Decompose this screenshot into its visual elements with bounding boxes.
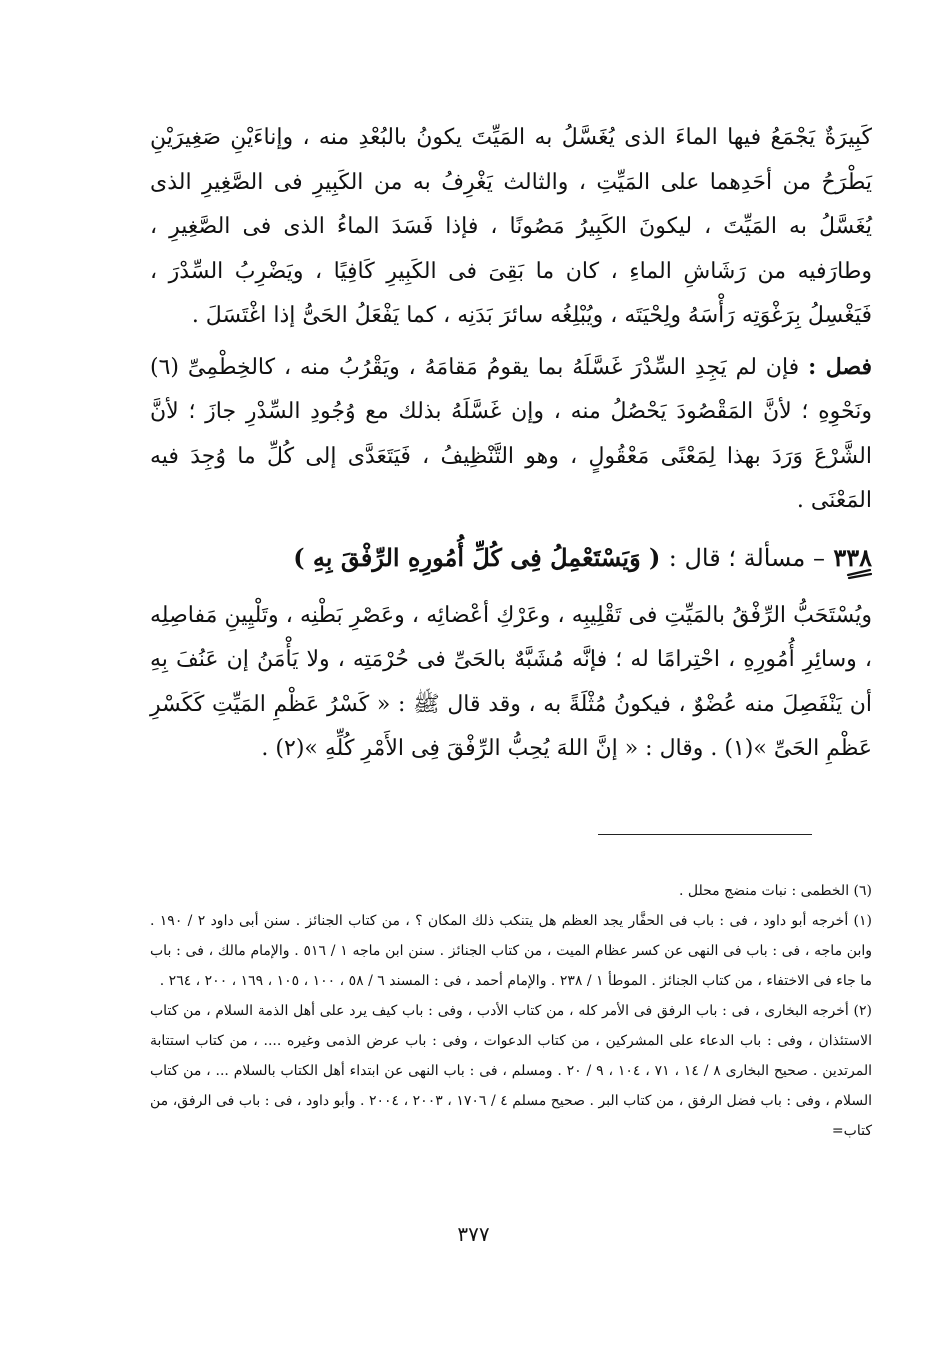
body-paragraph-2 [150, 345, 872, 524]
footnote-2: (٢) أخرجه البخارى ، فى : باب الرفق فى الأمر كله ، من كتاب الأدب ، وفى : باب كيف يرد على أهل الذمة السلام ، من كتاب الاستئذان ، وفى : باب الدعاء على المشركين ، من كتاب الدعوات ، وفى : باب عرض الذمى وغيره .... ، من كتاب استتابة المرتدين . صحيح البخارى ٨ / ١٤ ، ٧١ ، ١٠٤ ، ٩ / ٢٠ . ومسلم ، فى : باب النهى عن ابتداء أهل الكتاب بالسلام ... ، من كتاب السلام ، وفى : باب فضل الرفق ، من كتاب البر . صحيح مسلم ٤ / ١٧٠٦ ، ٢٠٠٣ ، ٢٠٠٤ . وأبو داود ، فى : باب فى الرفق، من كتاب= [150, 1003, 873, 1139]
fasl-text: فإن لم يَجِدِ السِّدْرَ غَسَّلَهُ بما يقومُ مَقامَهُ ، ويَقْرُبُ منه ، كالخِطْمِىِّ (٦) ونَحْوِهِ ؛ لأنَّ المَقْصُودَ يَحْصُلُ منه ، وإن غَسَّلَهُ بذلك مع وُجُودِ السِّدْرِ جازَ ؛ لأنَّ الشَّرْعَ وَرَدَ بهذا لِمَعْنًى مَعْقُولٍ ، وهو التَّنْظِيفُ ، فَيَتَعَدَّى إلى كُلِّ ما وُجِدَ فيه المَعْنَى . [150, 354, 872, 513]
body-paragraph-3: ويُسْتَحَبُّ الرِّفْقُ بالمَيِّتِ فى تَقْلِيبِه ، وعَرْكِ أعْضائِه ، وعَصْرِ بَطْنِه ، وتَلْيِينِ مَفاصِلِه ، وسائِرِ أُمُورِهِ ، احْتِرامًا له ؛ فإنَّه مُشَبَّهٌ بالحَىِّ فى حُرْمَتِه ، ولا يَأْمَنُ إن عَنُفَ بِهِ أن يَنْفَصِلَ منه عُضْوٌ ، فيكونُ مُثْلَةً به ، وقد قال ﷺ : « كَسْرُ عَظْمِ المَيِّتِ كَكَسْرِ عَظْمِ الحَىِّ »(١) . وقال : « إنَّ اللهَ يُحِبُّ الرِّفْقَ فِى الأَمْرِ كُلِّهِ »(٢) . [150, 602, 872, 761]
body-paragraph-1: كَبِيرَةٌ يَجْمَعُ فيها الماءَ الذى يُغَسَّلُ به المَيِّتَ يكونُ بالبُعْدِ منه ، وإناءَيْنِ صَغِيرَيْنِ يَطْرَحُ من أحَدِهما على المَيِّتِ ، والثالث يَغْرِفُ به من الكَبِيرِ فى الصَّغِيرِ الذى يُغَسَّلُ به المَيِّتَ ، ليكونَ الكَبِيرُ مَصُونًا ، فإذا فَسَدَ الماءُ الذى فى الصَّغِيرِ ، وطارَفيه من رَشَاشِ الماءِ ، كان ما بَقِىَ فى الكَبِيرِ كَافِيًا ، ويَضْرِبُ السِّدْرَ ، فَيَغْسِلُ بِرَغْوَتِه رَأْسَهُ ولِحْيَتَه ، ويُبْلِغُه سائرَ بَدَنِه ، كما يَفْعَلُ الحَىُّ إذا اغْتَسَلَ . [150, 125, 872, 328]
margin-mark-icon [846, 566, 872, 580]
issue-number: ٣٣٨ [833, 542, 872, 572]
issue-heading [150, 536, 872, 580]
issue-intro: – مسألة ؛ قال : [668, 543, 825, 572]
page-number: ٣٧٧ [457, 1222, 490, 1246]
footnotes [150, 876, 872, 1146]
issue-quote: ( وَيَسْتَعْمِلُ فِى كُلِّ أُمُورِهِ الرِّفْقَ بِهِ ) [293, 542, 661, 572]
main-text [150, 116, 872, 772]
footnote-separator [598, 834, 812, 835]
fasl-label: فصل : [808, 353, 873, 380]
footnote-6: (٦) الخطمى : نبات منضج محلل . [678, 883, 872, 899]
footnote-1: (١) أخرجه أبو داود ، فى : باب فى الحفَّار يجد العظم هل يتنكب ذلك المكان ؟ ، من كتاب الجنائز . سنن أبى داود ٢ / ١٩٠ . وابن ماجه ، فى : باب فى النهى عن كسر عظام الميت ، من كتاب الجنائز . سنن ابن ماجه ١ / ٥١٦ . والإمام مالك ، فى : باب ما جاء فى الاختفاء ، من كتاب الجنائز . الموطأ ١ / ٢٣٨ . والإمام أحمد ، فى : المسند ٦ / ٥٨ ، ١٠٠ ، ١٠٥ ، ١٦٩ ، ٢٠٠ ، ٢٦٤ . [150, 913, 873, 989]
